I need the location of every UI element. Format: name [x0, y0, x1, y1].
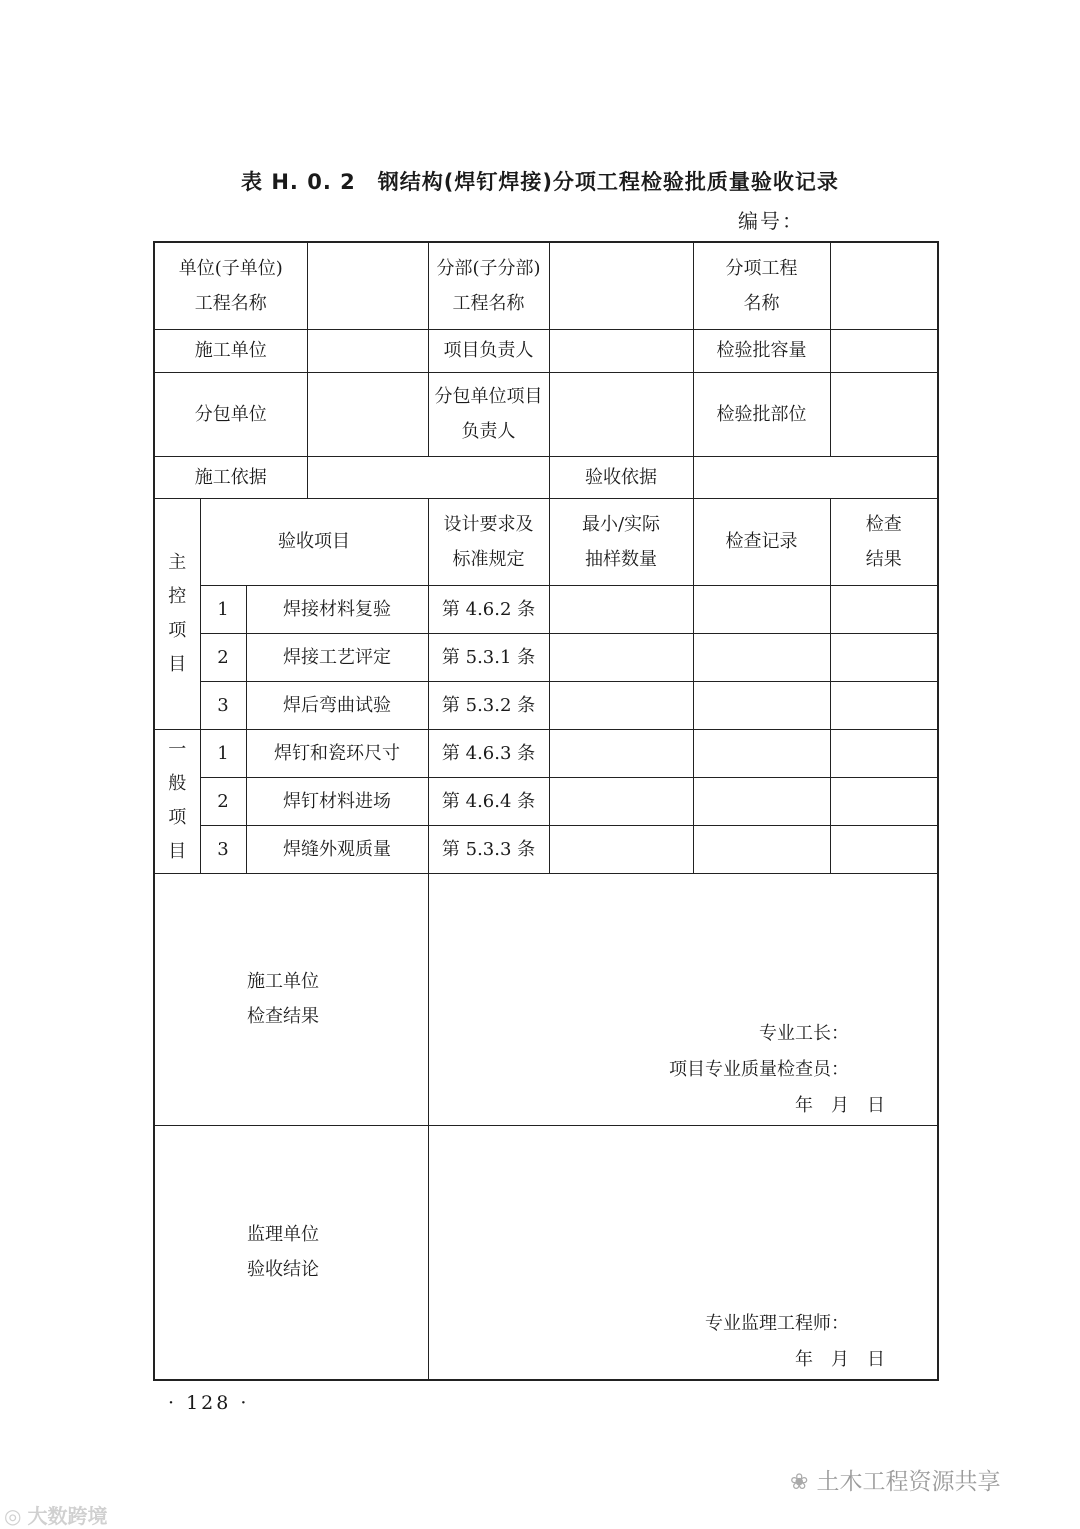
- division-name-value[interactable]: [549, 242, 693, 329]
- row-clause: 第 4.6.2 条: [428, 585, 549, 633]
- table-number: 表 H. 0. 2: [241, 170, 356, 194]
- info-row-1: [154, 242, 938, 329]
- row-sample[interactable]: [549, 729, 693, 777]
- row-sample[interactable]: [549, 777, 693, 825]
- sub-leader-value[interactable]: [549, 372, 693, 456]
- table-row: [154, 825, 938, 873]
- row-item: 焊接工艺评定: [246, 633, 428, 681]
- row-result[interactable]: [830, 633, 938, 681]
- row-result[interactable]: [830, 777, 938, 825]
- quality-inspector-label: 项目专业质量检查员：: [669, 1058, 850, 1080]
- form-title: [0, 166, 1080, 196]
- row-item: 焊钉和瓷环尺寸: [246, 729, 428, 777]
- table-row: [154, 729, 938, 777]
- info-row-3: [154, 372, 938, 456]
- info-row-4: [154, 456, 938, 498]
- construction-check-row: [154, 873, 938, 1125]
- construction-check-label: 施工单位 检查结果: [154, 873, 428, 1125]
- row-item: 焊后弯曲试验: [246, 681, 428, 729]
- foreman-label: 专业工长：: [759, 1022, 850, 1044]
- batch-location-label: 检验批部位: [693, 372, 830, 456]
- row-record[interactable]: [693, 681, 830, 729]
- row-clause: 第 5.3.2 条: [428, 681, 549, 729]
- row-item: 焊接材料复验: [246, 585, 428, 633]
- subitem-name-value[interactable]: [830, 242, 938, 329]
- construction-basis-label: 施工依据: [154, 456, 307, 498]
- construction-basis-value[interactable]: [307, 456, 549, 498]
- row-number: 2: [200, 633, 246, 681]
- wechat-icon: ❀: [790, 1470, 809, 1495]
- batch-capacity-value[interactable]: [830, 329, 938, 372]
- row-clause: 第 4.6.4 条: [428, 777, 549, 825]
- row-sample[interactable]: [549, 825, 693, 873]
- row-clause: 第 5.3.3 条: [428, 825, 549, 873]
- row-number: 3: [200, 681, 246, 729]
- supervision-row: [154, 1125, 938, 1380]
- row-record[interactable]: [693, 825, 830, 873]
- column-header-row: [154, 498, 938, 585]
- row-item: 焊缝外观质量: [246, 825, 428, 873]
- construction-unit-label: 施工单位: [154, 329, 307, 372]
- col-design: 设计要求及 标准规定: [428, 498, 549, 585]
- subcontract-unit-label: 分包单位: [154, 372, 307, 456]
- row-record[interactable]: [693, 633, 830, 681]
- row-result[interactable]: [830, 585, 938, 633]
- row-number: 1: [200, 585, 246, 633]
- watermark-left: ◎ 大数跨境: [4, 1504, 108, 1528]
- inspection-form-table: [153, 241, 939, 1381]
- table-row: [154, 633, 938, 681]
- supervision-date: 年 月 日: [795, 1348, 886, 1370]
- row-result[interactable]: [830, 825, 938, 873]
- col-sample: 最小/实际 抽样数量: [549, 498, 693, 585]
- construction-date: 年 月 日: [795, 1094, 886, 1116]
- supervision-engineer-label: 专业监理工程师：: [705, 1312, 850, 1334]
- watermark-right: ❀ 土木工程资源共享: [790, 1469, 1001, 1495]
- row-item: 焊钉材料进场: [246, 777, 428, 825]
- title-text: 钢结构(焊钉焊接)分项工程检验批质量验收记录: [377, 170, 839, 194]
- col-item: 验收项目: [200, 498, 428, 585]
- row-sample[interactable]: [549, 633, 693, 681]
- division-name-label: 分部(子分部) 工程名称: [428, 242, 549, 329]
- row-result[interactable]: [830, 729, 938, 777]
- supervision-label: 监理单位 验收结论: [154, 1125, 428, 1380]
- unit-name-label: 单位(子单位) 工程名称: [154, 242, 307, 329]
- row-sample[interactable]: [549, 585, 693, 633]
- row-number: 1: [200, 729, 246, 777]
- row-result[interactable]: [830, 681, 938, 729]
- col-record: 检查记录: [693, 498, 830, 585]
- row-record[interactable]: [693, 585, 830, 633]
- row-clause: 第 5.3.1 条: [428, 633, 549, 681]
- row-record[interactable]: [693, 729, 830, 777]
- page-number: · 128 ·: [168, 1392, 250, 1414]
- project-leader-value[interactable]: [549, 329, 693, 372]
- row-record[interactable]: [693, 777, 830, 825]
- construction-check-area[interactable]: [428, 873, 938, 1125]
- batch-capacity-label: 检验批容量: [693, 329, 830, 372]
- subcontract-unit-value[interactable]: [307, 372, 428, 456]
- logo-icon: ◎: [4, 1504, 22, 1528]
- project-leader-label: 项目负责人: [428, 329, 549, 372]
- table-row: [154, 585, 938, 633]
- acceptance-basis-label: 验收依据: [549, 456, 693, 498]
- row-sample[interactable]: [549, 681, 693, 729]
- main-control-label: 主 控 项 目: [154, 498, 200, 729]
- table-row: [154, 777, 938, 825]
- acceptance-basis-value[interactable]: [693, 456, 938, 498]
- row-number: 3: [200, 825, 246, 873]
- supervision-area[interactable]: [428, 1125, 938, 1380]
- row-number: 2: [200, 777, 246, 825]
- construction-unit-value[interactable]: [307, 329, 428, 372]
- table-row: [154, 681, 938, 729]
- sub-leader-label: 分包单位项目 负责人: [428, 372, 549, 456]
- serial-label: 编号：: [738, 209, 804, 233]
- batch-location-value[interactable]: [830, 372, 938, 456]
- row-clause: 第 4.6.3 条: [428, 729, 549, 777]
- info-row-2: [154, 329, 938, 372]
- unit-name-value[interactable]: [307, 242, 428, 329]
- subitem-name-label: 分项工程 名称: [693, 242, 830, 329]
- general-items-label: 一 般 项 目: [154, 729, 200, 873]
- col-result: 检查 结果: [830, 498, 938, 585]
